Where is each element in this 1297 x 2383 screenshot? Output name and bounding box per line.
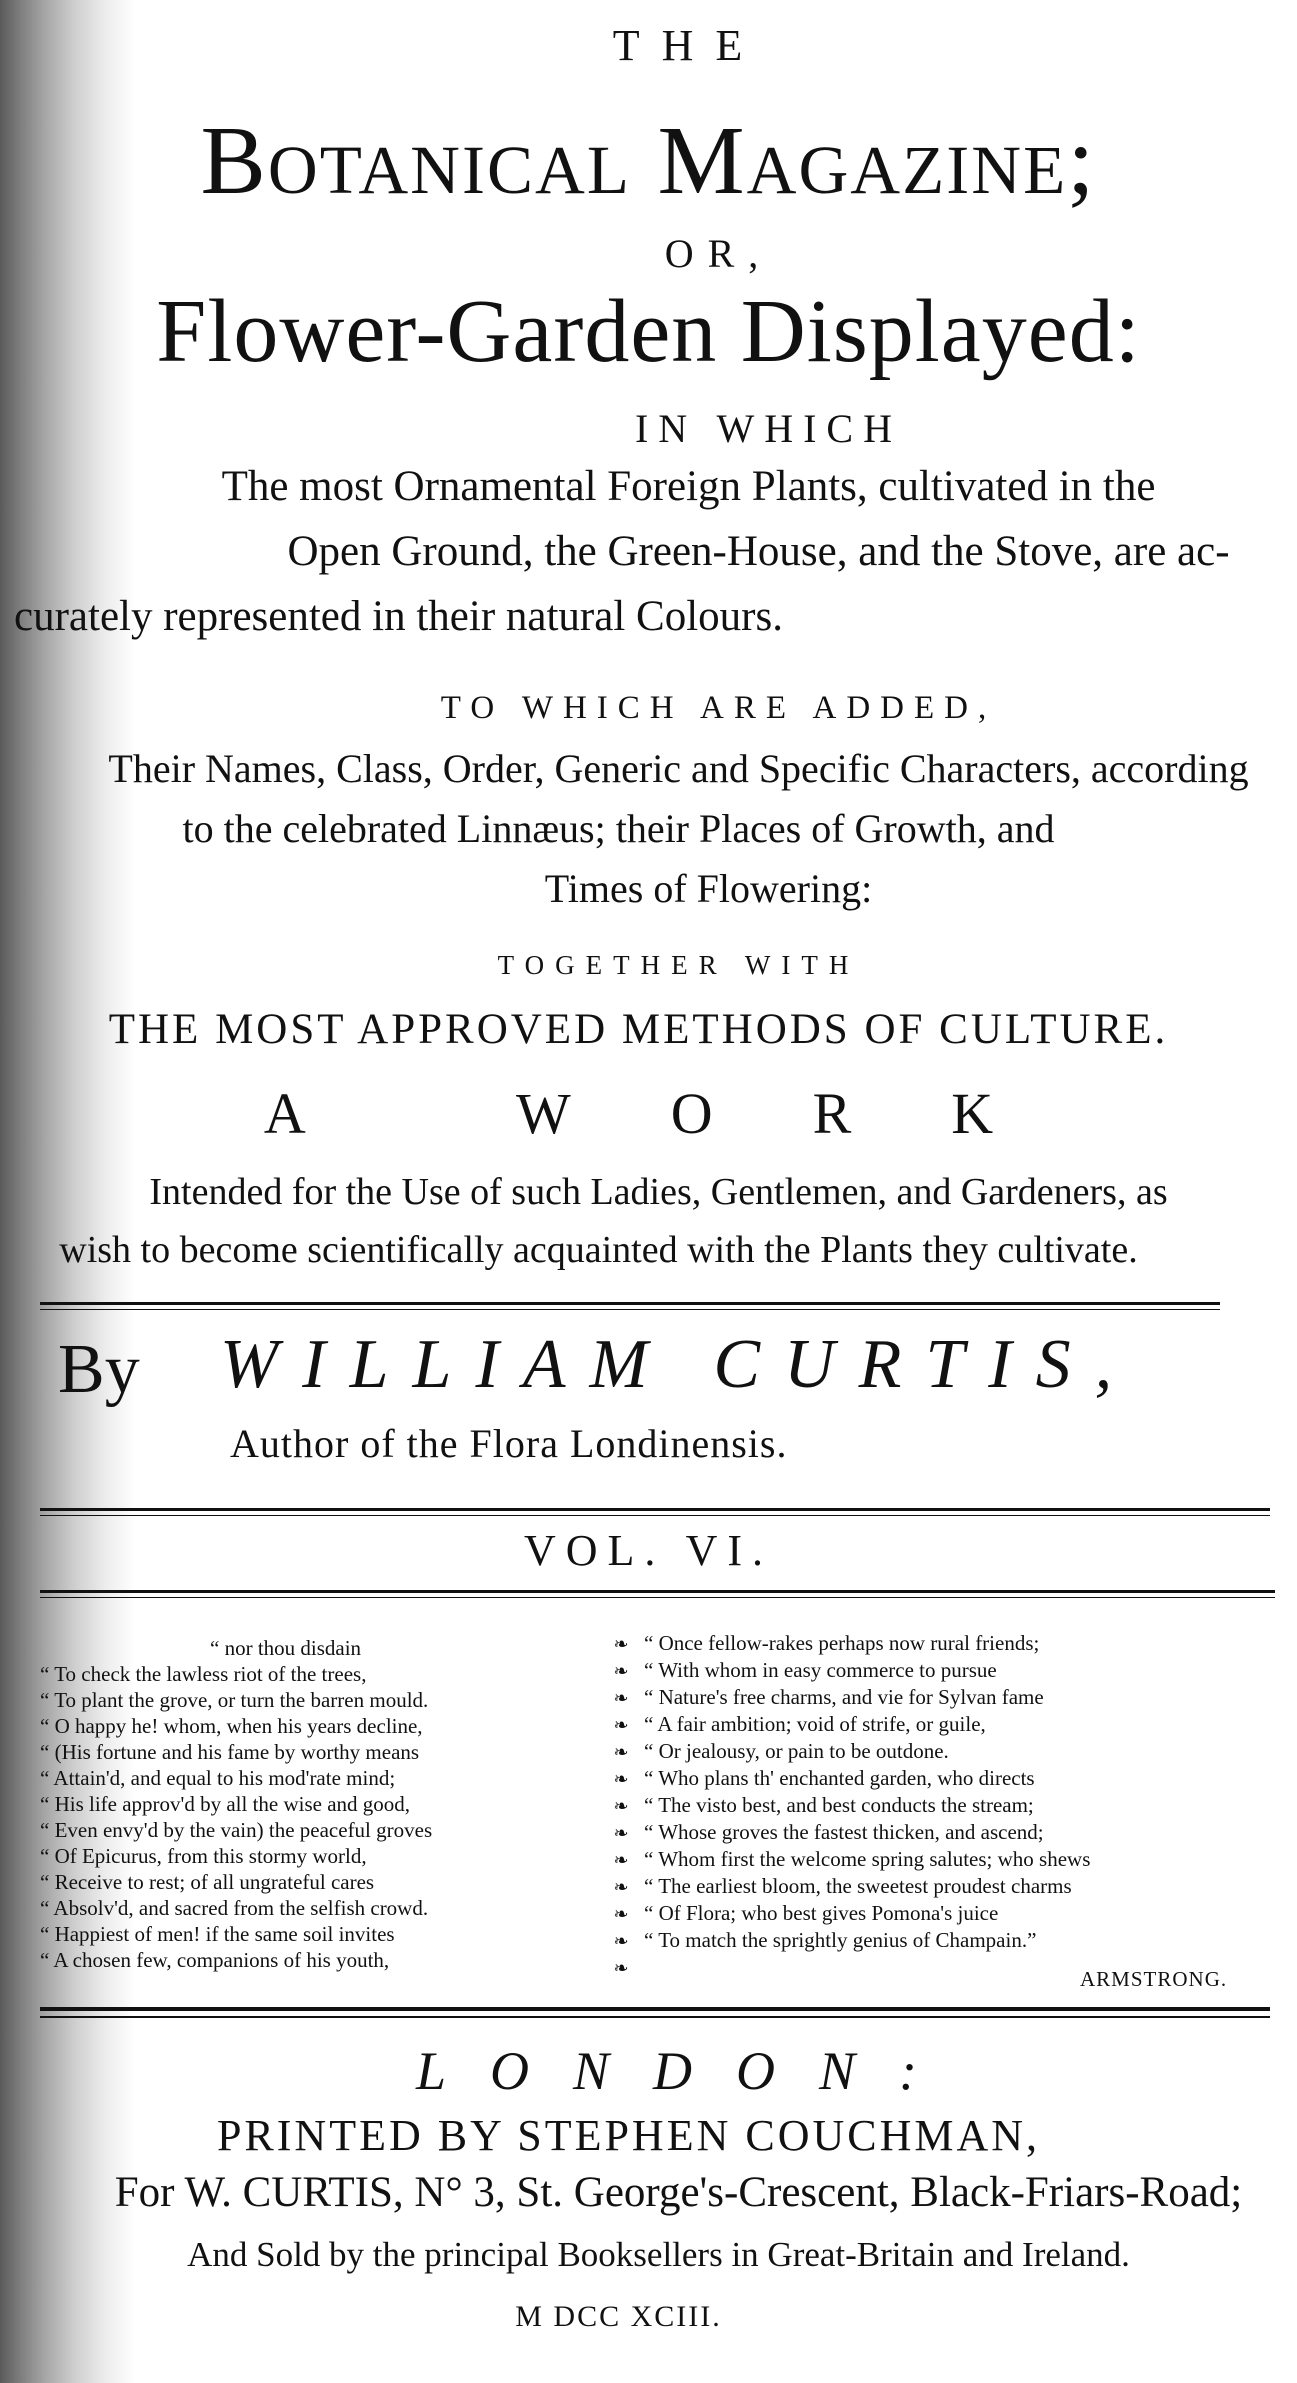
fleuron-icon: ❧: [613, 1688, 629, 1708]
imprint-publisher: For W. CURTIS, N° 3, St. George's-Crescent, Black-Friars-Road;: [114, 2169, 1243, 2216]
methods-heading: THE MOST APPROVED METHODS OF CULTURE.: [108, 1006, 1169, 1053]
volume-number: VOL. VI.: [523, 1526, 774, 1575]
fleuron-icon: ❧: [613, 1742, 629, 1762]
author-credentials: Author of the Flora Londinensis.: [230, 1421, 788, 1466]
by-label: By: [58, 1331, 140, 1408]
in-which-heading: IN WHICH: [634, 406, 902, 451]
epigraph-line: “ nor thou disdain: [210, 1636, 362, 1660]
epigraph-line: “ Happiest of men! if the same soil invites: [40, 1922, 395, 1946]
epigraph-line: “ (His fortune and his fame by worthy means: [40, 1740, 420, 1764]
epigraph-line: “ Whom first the welcome spring salutes; who shews: [644, 1847, 1091, 1871]
fleuron-icon: ❧: [613, 1877, 629, 1897]
epigraph-line: “ With whom in easy commerce to pursue: [644, 1658, 997, 1682]
epigraph-line: “ Or jealousy, or pain to be outdone.: [644, 1739, 949, 1763]
epigraph-line-row: [610, 1900, 1090, 1927]
divider-rule: [40, 1309, 1220, 1310]
imprint-year: M DCC XCIII.: [515, 2300, 722, 2333]
divider-rule: [40, 1302, 1220, 1305]
divider-rule: [40, 1590, 1275, 1593]
epigraph-line: “ Of Epicurus, from this stormy world,: [40, 1844, 367, 1868]
epigraph-line: “ A fair ambition; void of strife, or guile,: [644, 1712, 986, 1736]
divider-rule: [40, 1597, 1275, 1598]
divider-rule: [40, 2016, 1270, 2018]
fleuron-icon: ❧: [613, 1850, 629, 1870]
epigraph-attribution: ARMSTRONG.: [1080, 1967, 1228, 1991]
epigraph-line: “ Nature's free charms, and vie for Sylvan fame: [644, 1685, 1044, 1709]
divider-rule: [40, 1508, 1270, 1511]
epigraph-line: “ A chosen few, companions of his youth,: [40, 1948, 390, 1972]
together-with-heading: TOGETHER WITH: [497, 950, 860, 980]
title-or: OR,: [664, 231, 773, 276]
fleuron-icon: ❧: [613, 1958, 629, 1978]
epigraph-line: “ To check the lawless riot of the trees,: [40, 1662, 367, 1686]
epigraph-line: “ Of Flora; who best gives Pomona's juice: [644, 1901, 999, 1925]
epigraph-right-column: [610, 1630, 1090, 1981]
epigraph-line-row: [610, 1765, 1090, 1792]
epigraph-line: “ His life approv'd by all the wise and good,: [40, 1792, 411, 1816]
epigraph-line: “ The earliest bloom, the sweetest proudest charms: [644, 1874, 1072, 1898]
epigraph-line-row: [610, 1846, 1090, 1873]
subtitle: Flower-Garden Displayed:: [156, 282, 1141, 381]
description-line-2: Open Ground, the Green-House, and the Stove, are ac-: [287, 528, 1230, 575]
fleuron-icon: ❧: [613, 1661, 629, 1681]
epigraph-line: “ Who plans th' enchanted garden, who directs: [644, 1766, 1035, 1790]
epigraph-line-row: [610, 1657, 1090, 1684]
epigraph-line: “ To match the sprightly genius of Champain.”: [644, 1928, 1037, 1952]
epigraph-line: “ Absolv'd, and sacred from the selfish crowd.: [40, 1896, 429, 1920]
fleuron-icon: ❧: [613, 1634, 629, 1654]
epigraph-line-row: [610, 1630, 1090, 1657]
a-work-heading: A WORK: [263, 1081, 1094, 1146]
main-title: Botanical Magazine;: [200, 107, 1097, 215]
epigraph-line: “ Whose groves the fastest thicken, and ascend;: [644, 1820, 1044, 1844]
intended-line-1: Intended for the Use of such Ladies, Gentlemen, and Gardeners, as: [149, 1171, 1168, 1213]
fleuron-icon: ❧: [613, 1715, 629, 1735]
description-line-1: The most Ornamental Foreign Plants, cultivated in the: [221, 463, 1156, 510]
epigraph-line-row: [610, 1684, 1090, 1711]
epigraph-line-row: [610, 1927, 1090, 1954]
imprint-printer: PRINTED BY STEPHEN COUCHMAN,: [216, 2111, 1041, 2160]
epigraph-line: “ Once fellow-rakes perhaps now rural friends;: [644, 1631, 1040, 1655]
author-name: WILLIAM CURTIS,: [220, 1326, 1137, 1403]
fleuron-icon: ❧: [613, 1769, 629, 1789]
fleuron-icon: ❧: [613, 1796, 629, 1816]
additions-line-1: Their Names, Class, Order, Generic and Specific Characters, according: [108, 746, 1249, 791]
to-which-heading: TO WHICH ARE ADDED,: [440, 690, 997, 726]
imprint-sellers: And Sold by the principal Booksellers in Great-Britain and Ireland.: [187, 2235, 1130, 2274]
epigraph-left-column: [40, 1635, 432, 1973]
epigraph-line: “ Attain'd, and equal to his mod'rate mind;: [40, 1766, 396, 1790]
epigraph-line-row: [610, 1819, 1090, 1846]
epigraph-line: “ To plant the grove, or turn the barren mould.: [40, 1688, 429, 1712]
epigraph-line: “ O happy he! whom, when his years decline,: [40, 1714, 423, 1738]
divider-rule: [40, 2007, 1270, 2011]
epigraph-line: “ The visto best, and best conducts the stream;: [644, 1793, 1034, 1817]
fleuron-icon: ❧: [613, 1823, 629, 1843]
intended-line-2: wish to become scientifically acquainted with the Plants they cultivate.: [59, 1229, 1138, 1271]
fleuron-icon: ❧: [613, 1931, 629, 1951]
additions-line-2: to the celebrated Linnæus; their Places of Growth, and: [182, 806, 1055, 851]
title-article: THE: [612, 21, 765, 70]
description-line-3: curately represented in their natural Colours.: [14, 593, 783, 640]
epigraph-line: “ Even envy'd by the vain) the peaceful groves: [40, 1818, 433, 1842]
imprint-city: LONDON:: [415, 2041, 962, 2101]
divider-rule: [40, 1515, 1270, 1516]
epigraph-line-row: [610, 1873, 1090, 1900]
epigraph-line-row: [610, 1738, 1090, 1765]
epigraph-line-row: [610, 1711, 1090, 1738]
additions-line-3: Times of Flowering:: [544, 866, 873, 911]
fleuron-icon: ❧: [613, 1904, 629, 1924]
epigraph-line: “ Receive to rest; of all ungrateful cares: [40, 1870, 375, 1894]
epigraph-line-row: [610, 1792, 1090, 1819]
epigraph-line-row: [610, 1954, 1090, 1981]
